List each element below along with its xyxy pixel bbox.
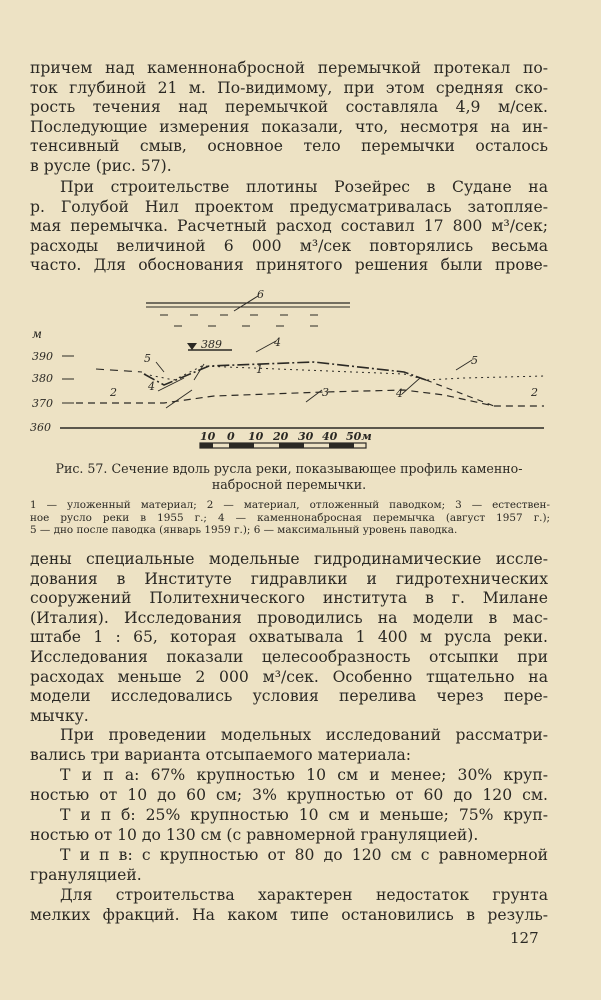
text-line: ностью от 10 до 130 см (с равномерной грануляцией). [30, 825, 479, 844]
paragraph-8 [30, 886, 548, 925]
text-line: ностью от 10 до 60 см; 3% крупностью от 60 до 120 см. [30, 785, 548, 804]
left-profile-line [96, 369, 142, 372]
text-line: мелких фракций. На каком типе остановились в резуль- [30, 905, 548, 924]
line-label: 5 [144, 352, 151, 365]
text-line: мычку. [30, 706, 89, 725]
line-label: 4 [274, 336, 281, 349]
y-tick-label: 360 [30, 421, 51, 434]
y-axis-unit: м [32, 327, 42, 341]
text-line: Исследования показали целесообразность отсыпки при [30, 647, 548, 666]
paragraph-2 [30, 178, 548, 276]
text-line: Т и п в: с крупностью от 80 до 120 см с равномерной [60, 846, 548, 864]
text-line: Последующие измерения показали, что, несмотря на ин- [30, 117, 548, 136]
scale-label: 20 [273, 430, 289, 443]
scale-label: 10 [200, 430, 216, 443]
text-line: часто. Для обоснования принятого решения были прове- [30, 256, 548, 275]
text-line: тенсивный смыв, основное тело перемычки осталось [30, 137, 548, 156]
section-diagram [24, 282, 554, 457]
text-line: (Италия). Исследования проводились на модели в мас- [30, 608, 548, 627]
text-line: ток глубиной 21 м. По-видимому, при этом средняя ско- [30, 78, 548, 97]
scale-label: 10 [248, 430, 264, 443]
text-line: расходы величиной 6 000 м³/сек повторялись весьма [30, 236, 548, 255]
paragraph-1 [30, 59, 548, 177]
text-line: расходах меньше 2 000 м³/сек. Особенно тщательно на [30, 667, 548, 686]
y-tick-label: 380 [32, 372, 53, 385]
text-line: в русле (рис. 57). [30, 156, 172, 175]
right-slope-line [426, 380, 494, 406]
text-line: дены специальные модельные гидродинамические иссле- [30, 550, 548, 568]
text-line: При строительстве плотины Розейрес в Судане на [60, 178, 548, 196]
figure-57-river-section [24, 282, 554, 457]
line-label: 6 [257, 288, 264, 301]
text-line: штабе 1 : 65, которая охватывала 1 400 м русла реки. [30, 628, 548, 647]
line-label: 2 [110, 386, 117, 399]
caption-line: Рис. 57. Сечение вдоль русла реки, показывающее профиль каменно- [55, 461, 523, 476]
legend-line: ное русло реки в 1955 г.; 4 — каменнонабросная перемычка (август 1957 г.); [30, 511, 550, 524]
line-label: 2 [531, 386, 538, 399]
figure-caption [30, 461, 548, 493]
page-number: 127 [510, 929, 539, 947]
text-line: Т и п б: 25% крупностью 10 см и меньше; 75% круп- [60, 806, 548, 824]
legend-line: 1 — уложенный материал; 2 — материал, отложенный паводком; 3 — естествен- [30, 499, 550, 511]
text-line: мая перемычка. Расчетный расход составил 17 800 м³/сек; [30, 217, 548, 236]
line-label: 5 [471, 354, 478, 367]
text-line: вались три варианта отсыпаемого материала: [30, 745, 412, 764]
level-mark-label: 389 [201, 338, 222, 351]
paragraph-3 [30, 550, 548, 726]
leader-lines [156, 341, 472, 408]
text-line: При проведении модельных исследований рассматри- [60, 726, 548, 744]
dam-profile-line [144, 362, 426, 385]
text-line: р. Голубой Нил проектом предусматривалась затопляе- [30, 197, 548, 216]
flood-level-line [146, 296, 350, 326]
text-line: Т и п а: 67% крупностью 10 см и менее; 30% круп- [60, 766, 548, 784]
text-line: Для строительства характерен недостаток грунта [60, 886, 548, 904]
paragraph-type-b [30, 806, 548, 845]
scale-label: 40 [322, 430, 338, 443]
text-line: модели исследовались условия перелива через пере- [30, 687, 548, 706]
y-tick-marks [62, 356, 74, 403]
scale-label: 50м [346, 430, 372, 443]
legend-line: 5 — дно после паводка (январь 1959 г.); 6 — максимальный уровень паводка. [30, 524, 458, 536]
scale-bar [200, 430, 372, 448]
text-line: сооружений Политехнического института в г. Милане [30, 589, 548, 608]
river-bed-1955-line [76, 390, 544, 406]
scale-label: 30 [298, 430, 314, 443]
paragraph-type-a [30, 766, 548, 805]
text-line: дования в Институте гидравлики и гидротехнических [30, 569, 548, 588]
line-label: 1 [256, 363, 263, 376]
text-line: рость течения над перемычкой составляла 4,9 м/сек. [30, 98, 548, 117]
line-label: 3 [322, 386, 329, 399]
text-line: причем над каменнонабросной перемычкой протекал по- [30, 59, 548, 77]
paragraph-4 [30, 726, 548, 765]
caption-line: набросной перемычки. [211, 477, 367, 492]
y-tick-label: 370 [32, 397, 53, 410]
y-tick-label: 390 [32, 350, 53, 363]
paragraph-type-v [30, 846, 548, 885]
scale-label: 0 [227, 430, 235, 443]
y-axis-ticks [30, 350, 53, 434]
line-label: 4 [396, 387, 403, 400]
text-line: грануляцией. [30, 865, 142, 884]
line-label: 4 [148, 380, 155, 393]
level-marker-icon [187, 343, 197, 350]
figure-legend [30, 499, 550, 537]
